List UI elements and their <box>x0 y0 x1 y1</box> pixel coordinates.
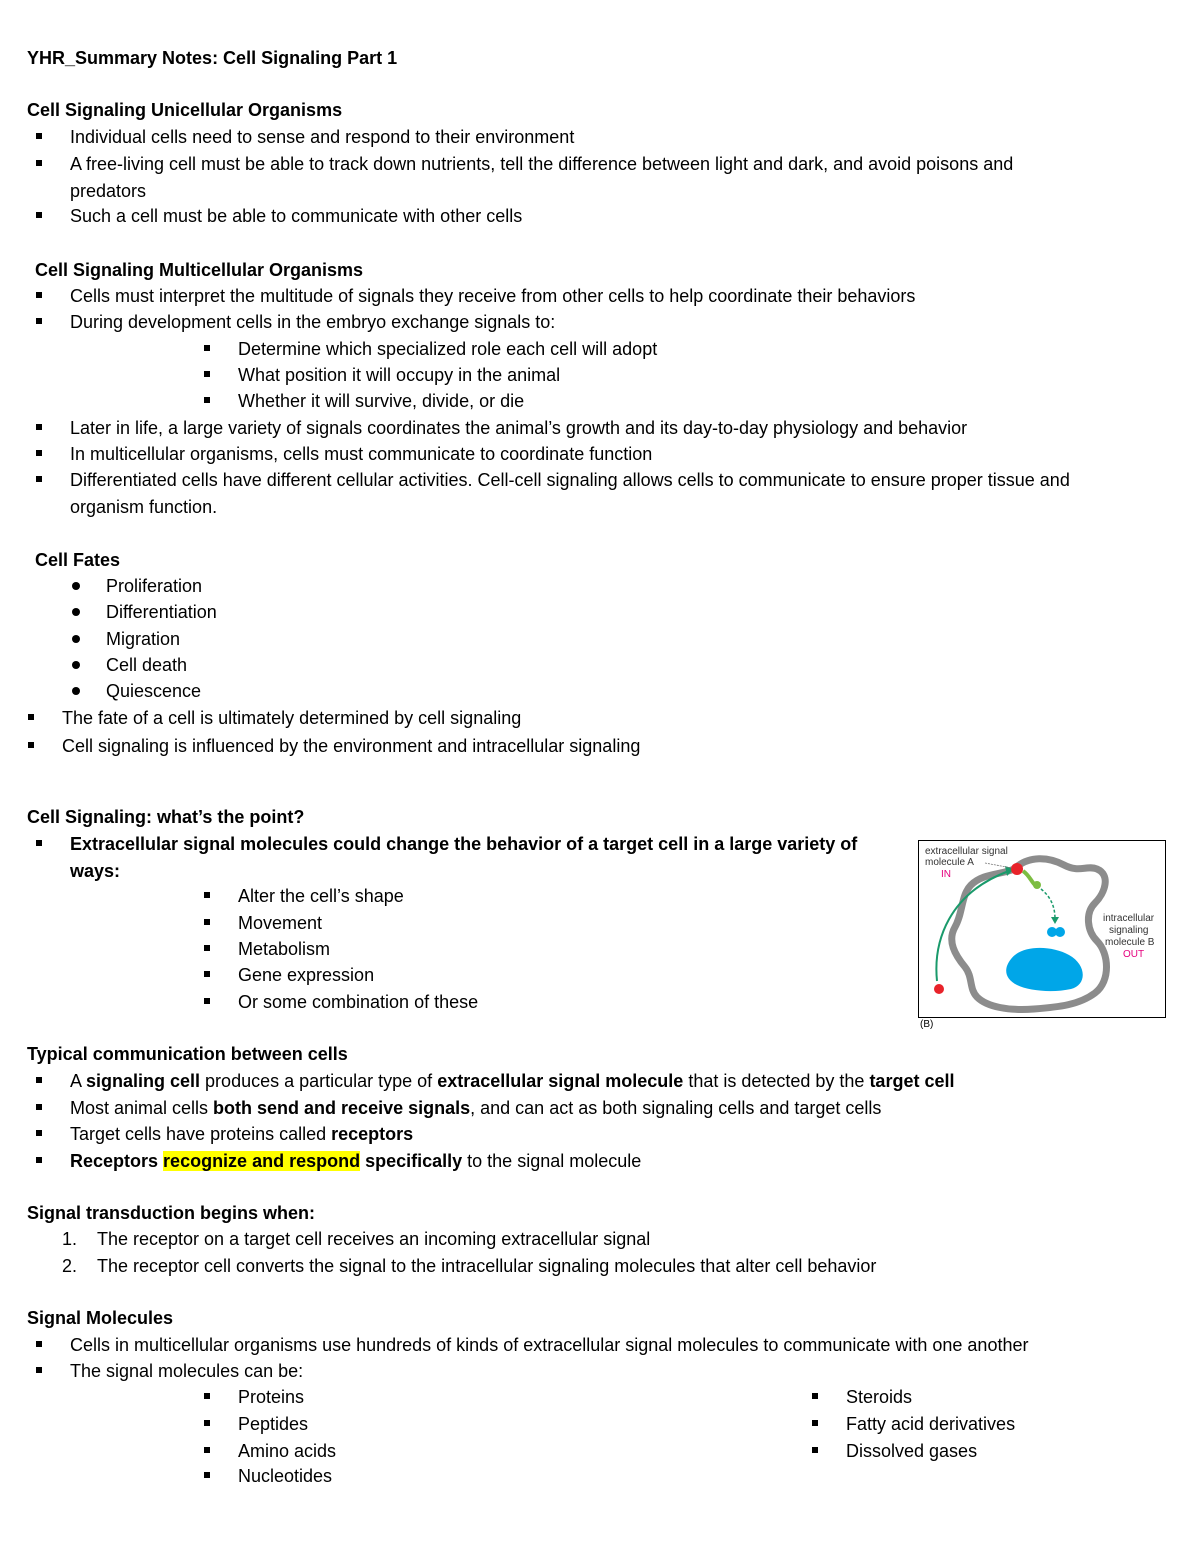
sub-bullet <box>204 345 210 351</box>
bullet <box>72 635 80 643</box>
numbered-item: The receptor cell converts the signal to the intracellular signaling molecules that alter cell behavior <box>97 1256 877 1276</box>
list-item: In multicellular organisms, cells must communicate to coordinate function <box>70 444 653 464</box>
list-item: Such a cell must be able to communicate with other cells <box>70 206 523 226</box>
list-item-continued: ways: <box>70 861 121 881</box>
label-molecule-a-line1: extracellular signal <box>925 846 1008 857</box>
outside-signal-molecule <box>934 984 944 994</box>
bullet <box>36 1130 42 1136</box>
list-item: A signaling cell produces a particular type of extracellular signal molecule that is detected by the target cell <box>70 1071 955 1091</box>
label-molecule-b-line2: signaling <box>1109 925 1149 936</box>
intracellular-arrowhead <box>1051 917 1059 924</box>
sub-bullet <box>204 1420 210 1426</box>
bullet <box>28 714 34 720</box>
bullet <box>36 424 42 430</box>
bullet <box>36 133 42 139</box>
sub-bullet <box>812 1393 818 1399</box>
list-item: Individual cells need to sense and respond to their environment <box>70 127 575 147</box>
bullet <box>36 450 42 456</box>
bullet <box>36 1157 42 1163</box>
label-in: IN <box>941 869 951 880</box>
sub-list-item: Determine which specialized role each cell will adopt <box>238 339 658 359</box>
bullet <box>28 742 34 748</box>
intracellular-signal-molecule <box>1055 927 1065 937</box>
molecule-type: Steroids <box>846 1387 913 1407</box>
list-number: 2. <box>62 1256 78 1276</box>
sub-bullet <box>204 998 210 1004</box>
list-item: The fate of a cell is ultimately determined by cell signaling <box>62 708 522 728</box>
list-item: Cell signaling is influenced by the environment and intracellular signaling <box>62 736 641 756</box>
sub-list-item: Alter the cell’s shape <box>238 886 404 906</box>
list-number: 1. <box>62 1229 78 1249</box>
cell-signaling-figure <box>918 840 1166 1018</box>
molecule-type: Amino acids <box>238 1441 337 1461</box>
list-item: During development cells in the embryo exchange signals to: <box>70 312 556 332</box>
bullet <box>36 160 42 166</box>
bullet <box>36 1104 42 1110</box>
list-item-continued: predators <box>70 181 147 201</box>
sub-list-item: Whether it will survive, divide, or die <box>238 391 525 411</box>
list-item: Target cells have proteins called receptors <box>70 1124 414 1144</box>
bullet <box>36 318 42 324</box>
heading-unicellular: Cell Signaling Unicellular Organisms <box>27 100 343 120</box>
list-item: Receptors recognize and respond specifically to the signal molecule <box>70 1151 642 1171</box>
page-title: YHR_Summary Notes: Cell Signaling Part 1 <box>27 48 398 68</box>
sub-bullet <box>204 1393 210 1399</box>
sub-list-item: What position it will occupy in the animal <box>238 365 561 385</box>
extracellular-signal-molecule <box>1011 863 1023 875</box>
highlighted-text: recognize and respond <box>163 1151 361 1171</box>
bullet <box>72 582 80 590</box>
molecule-type: Peptides <box>238 1414 309 1434</box>
molecule-type: Dissolved gases <box>846 1441 978 1461</box>
bullet <box>36 1077 42 1083</box>
fate-item: Quiescence <box>106 681 202 701</box>
list-item: Cells in multicellular organisms use hundreds of kinds of extracellular signal molecules to communicate with one another <box>70 1335 1029 1355</box>
receptor <box>1023 871 1035 885</box>
intracellular-arrow <box>1041 889 1055 919</box>
list-item: A free-living cell must be able to track down nutrients, tell the difference between light and dark, and avoid poisons and <box>70 154 1014 174</box>
list-item: Most animal cells both send and receive signals, and can act as both signaling cells and target cells <box>70 1098 882 1118</box>
sub-list-item: Metabolism <box>238 939 331 959</box>
bullet <box>36 1341 42 1347</box>
fate-item: Proliferation <box>106 576 203 596</box>
sub-list-item: Movement <box>238 913 323 933</box>
sub-list-item: Or some combination of these <box>238 992 479 1012</box>
receptor-domain <box>1033 881 1041 889</box>
heading-whats-the-point: Cell Signaling: what’s the point? <box>27 807 305 827</box>
heading-signal-transduction: Signal transduction begins when: <box>27 1203 316 1223</box>
bullet <box>72 687 80 695</box>
list-item: Later in life, a large variety of signals coordinates the animal’s growth and its day-to-day physiology and behavior <box>70 418 968 438</box>
sub-bullet <box>812 1447 818 1453</box>
list-item: Extracellular signal molecules could change the behavior of a target cell in a large variety of <box>70 834 858 854</box>
bullet <box>72 608 80 616</box>
cell-diagram <box>919 841 1165 1017</box>
list-item: Cells must interpret the multitude of signals they receive from other cells to help coordinate their behaviors <box>70 286 916 306</box>
numbered-item: The receptor on a target cell receives an incoming extracellular signal <box>97 1229 651 1249</box>
sub-bullet <box>204 971 210 977</box>
list-item: The signal molecules can be: <box>70 1361 304 1381</box>
bullet <box>36 212 42 218</box>
label-molecule-a-line2: molecule A <box>925 857 974 868</box>
sub-bullet <box>204 1472 210 1478</box>
heading-signal-molecules: Signal Molecules <box>27 1308 174 1328</box>
molecule-type: Nucleotides <box>238 1466 333 1486</box>
label-out: OUT <box>1123 949 1145 960</box>
sub-bullet <box>204 919 210 925</box>
sub-bullet <box>204 945 210 951</box>
fate-item: Cell death <box>106 655 188 675</box>
heading-cell-fates: Cell Fates <box>35 550 121 570</box>
nucleus <box>1006 948 1083 991</box>
label-molecule-b-line3: molecule B <box>1105 937 1155 948</box>
molecule-type: Fatty acid derivatives <box>846 1414 1016 1434</box>
fate-item: Differentiation <box>106 602 217 622</box>
sub-bullet <box>204 371 210 377</box>
molecule-type: Proteins <box>238 1387 305 1407</box>
heading-multicellular: Cell Signaling Multicellular Organisms <box>35 260 364 280</box>
bullet <box>36 292 42 298</box>
fate-item: Migration <box>106 629 181 649</box>
bullet <box>72 661 80 669</box>
bullet <box>36 1367 42 1373</box>
heading-typical-communication: Typical communication between cells <box>27 1044 348 1064</box>
sub-bullet <box>204 892 210 898</box>
figure-caption: (B) <box>920 1019 934 1030</box>
sub-bullet <box>204 397 210 403</box>
sub-list-item: Gene expression <box>238 965 375 985</box>
bullet <box>36 476 42 482</box>
bullet <box>36 840 42 846</box>
sub-bullet <box>204 1447 210 1453</box>
list-item: Differentiated cells have different cellular activities. Cell-cell signaling allows cells to communicate to ensure proper tissue and <box>70 470 1070 490</box>
sub-bullet <box>812 1420 818 1426</box>
label-molecule-b-line1: intracellular <box>1103 913 1155 924</box>
list-item-continued: organism function. <box>70 497 218 517</box>
